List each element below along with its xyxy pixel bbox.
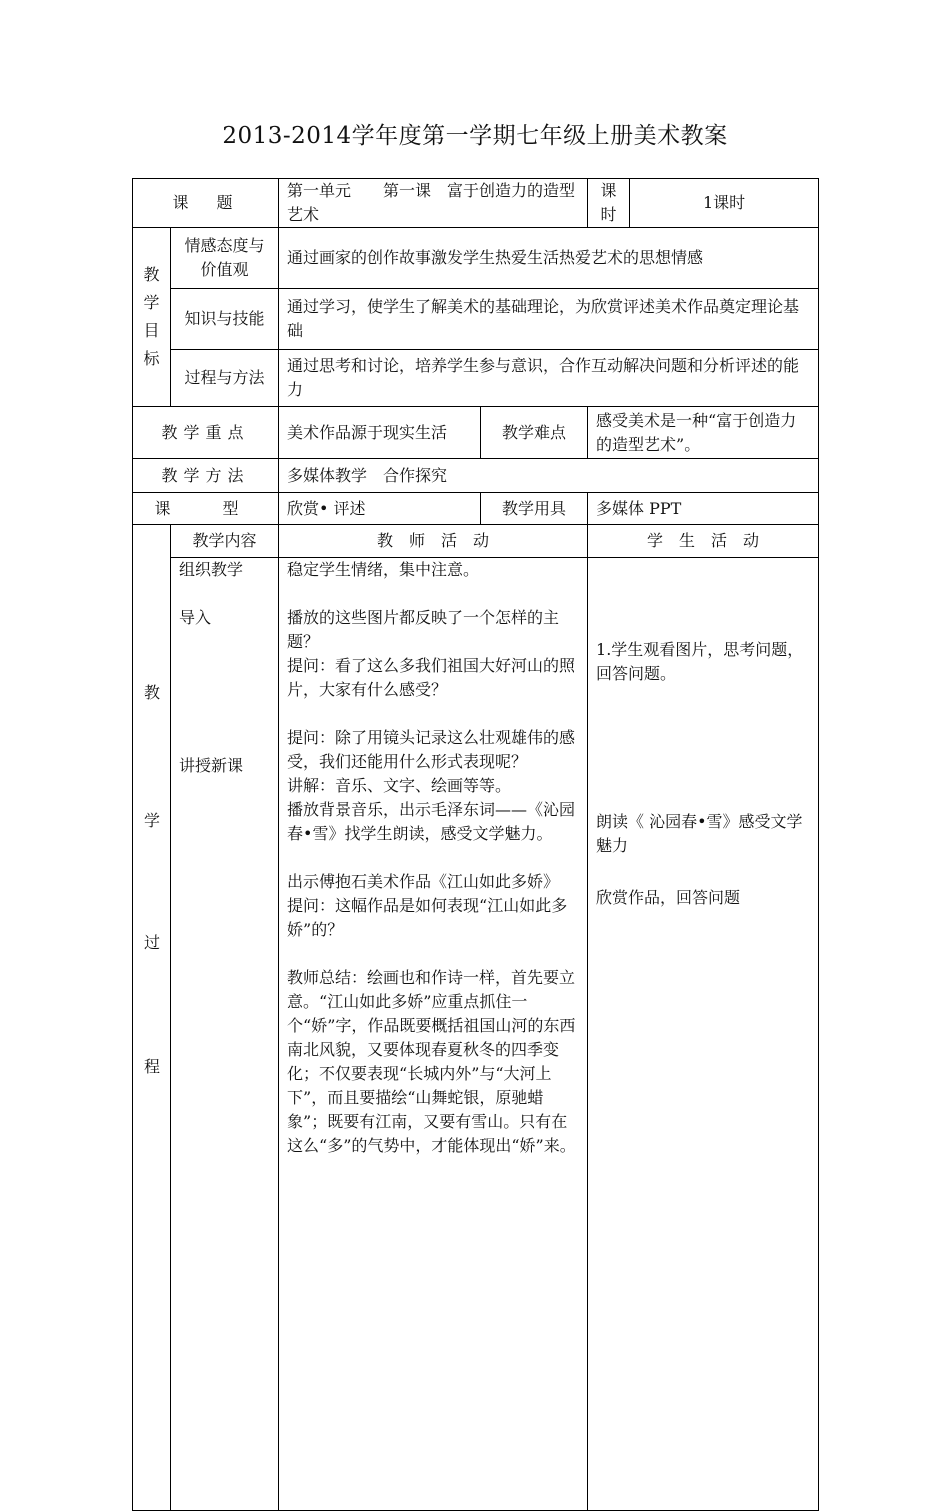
teacher-line (287, 942, 579, 966)
key-point-label: 教学重点 (133, 407, 279, 459)
process-label-char: 教 (143, 683, 160, 702)
stage-intro: 导入 (179, 608, 212, 628)
process-label-char: 程 (143, 1057, 160, 1076)
lesson-title-row (133, 179, 819, 228)
teacher-activity-header: 教 师 活 动 (279, 525, 588, 558)
method-row (133, 459, 819, 493)
student-item: 欣赏作品，回答问题 (596, 888, 741, 908)
type-label: 课 型 (133, 493, 279, 525)
teacher-line: 教师总结：绘画也和作诗一样，首先要立意。“江山如此多娇”应重点抓住一个“娇”字，作品既要概括祖国山河的东西南北风貌，又要体现春夏秋冬的四季变化；不仅要表现“长城内外”与“大河上下”，而且要描绘“山舞蛇银，原驰蜡象”；既要有江南，又要有雪山。只有在这么“多”的气势中，才能体现出“娇”来。 (287, 968, 576, 1156)
process-label-char: 过 (143, 933, 160, 952)
focus-row (133, 407, 819, 459)
process-body-row (133, 558, 819, 1511)
hours-label: 课 时 (588, 179, 630, 228)
page-title: 2013-2014学年度第一学期七年级上册美术教案 (222, 123, 728, 149)
goal-row-knowledge (133, 289, 819, 350)
goal-row-attitude (133, 228, 819, 289)
type-row (133, 493, 819, 525)
hours-value: 1课时 (630, 179, 819, 228)
lesson-label: 课 题 (133, 179, 279, 228)
tools-label: 教学用具 (481, 493, 588, 525)
teacher-line: 播放的这些图片都反映了一个怎样的主题？ (287, 608, 560, 652)
content-header: 教学内容 (171, 525, 279, 558)
teacher-line (287, 702, 579, 726)
goal-value: 通过学习，使学生了解美术的基础理论，为欣赏评述美术作品奠定理论基础 (279, 289, 819, 350)
goals-label-char: 学 (143, 293, 160, 312)
difficulty-value: 感受美术是一种“富于创造力的造型艺术”。 (588, 407, 819, 459)
student-activity-header: 学 生 活 动 (588, 525, 819, 558)
teacher-line: 播放背景音乐，出示毛泽东词——《沁园春•雪》找学生朗读，感受文学魅力。 (287, 800, 576, 844)
teacher-line (287, 846, 579, 870)
goal-label: 情感态度与价值观 (171, 228, 279, 289)
difficulty-label: 教学难点 (481, 407, 588, 459)
process-label (133, 525, 171, 1511)
stage-column (171, 558, 279, 1511)
teacher-line: 提问：除了用镜头记录这么壮观雄伟的感受，我们还能用什么形式表现呢？ (287, 728, 576, 772)
key-point-value: 美术作品源于现实生活 (279, 407, 481, 459)
goals-label-char: 教 (143, 265, 160, 284)
goal-value: 通过思考和讨论，培养学生参与意识，合作互动解决问题和分析评述的能力 (279, 350, 819, 407)
process-header-row (133, 525, 819, 558)
student-activity-column (588, 558, 819, 1511)
goal-row-process (133, 350, 819, 407)
goal-label: 知识与技能 (171, 289, 279, 350)
lesson-plan-table (132, 178, 819, 1511)
goals-label-char: 标 (143, 349, 160, 368)
tools-value: 多媒体 PPT (588, 493, 819, 525)
goal-label: 过程与方法 (171, 350, 279, 407)
teacher-line: 稳定学生情绪，集中注意。 (287, 560, 480, 580)
lesson-value: 第一单元 第一课 富于创造力的造型艺术 (279, 179, 588, 228)
goal-value: 通过画家的创作故事激发学生热爱生活热爱艺术的思想情感 (279, 228, 819, 289)
goals-label (133, 228, 171, 407)
goals-label-char: 目 (143, 321, 160, 340)
teacher-line: 提问：这幅作品是如何表现“江山如此多娇”的？ (287, 896, 568, 940)
stage-organize: 组织教学 (179, 560, 244, 580)
type-value: 欣赏• 评述 (279, 493, 481, 525)
method-value: 多媒体教学 合作探究 (279, 459, 819, 493)
method-label: 教学方法 (133, 459, 279, 493)
teacher-line (287, 582, 579, 606)
teacher-line: 讲解：音乐、文字、绘画等等。 (287, 776, 512, 796)
process-label-char: 学 (143, 811, 160, 830)
student-item: 朗读《 沁园春•雪》感受文学魅力 (596, 812, 803, 856)
teacher-line: 提问：看了这么多我们祖国大好河山的照片，大家有什么感受？ (287, 656, 576, 700)
stage-new-lesson: 讲授新课 (179, 756, 244, 776)
student-item: 1.学生观看图片，思考问题，回答问题。 (596, 640, 804, 684)
teacher-line: 出示傅抱石美术作品《江山如此多娇》 (287, 872, 560, 892)
teacher-activity-column (279, 558, 588, 1511)
